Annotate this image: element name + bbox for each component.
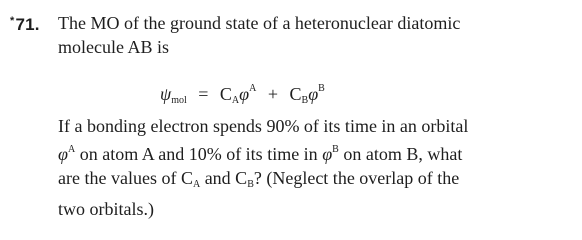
problem-question xyxy=(58,114,558,221)
phi-a-symbol: φ xyxy=(239,84,250,104)
phi-a-inline: φ xyxy=(58,144,68,164)
intro-line-2: molecule AB is xyxy=(58,37,169,57)
phi-b-symbol: φ xyxy=(308,84,319,104)
question-line-2 xyxy=(58,138,558,166)
coefficient-a-subscript: A xyxy=(231,95,240,106)
problem-intro xyxy=(58,11,563,59)
ca-inline-sub: A xyxy=(192,179,201,190)
question-line-4: two orbitals.) xyxy=(58,199,154,219)
coefficient-a: C xyxy=(219,84,232,104)
problem-number-text: 71. xyxy=(15,15,40,34)
problem-number xyxy=(10,10,40,36)
phi-b-inline: φ xyxy=(322,144,333,164)
phi-a-inline-sup: A xyxy=(67,144,76,155)
mo-equation xyxy=(160,77,325,113)
cb-inline-sub: B xyxy=(247,179,254,190)
question-line-3-mid: and C xyxy=(200,168,248,188)
plus-sign: + xyxy=(267,84,279,104)
coefficient-b-subscript: B xyxy=(301,95,309,106)
coefficient-b: C xyxy=(289,84,302,104)
phi-a-superscript: A xyxy=(249,83,257,94)
question-line-2-end: on atom B, what xyxy=(338,144,463,164)
starred-marker: * xyxy=(10,15,15,27)
question-line-3-start: are the values of C xyxy=(58,168,193,188)
phi-b-superscript: B xyxy=(318,83,325,94)
question-line-2-mid: on atom A and 10% of its time in xyxy=(75,144,323,164)
intro-line-1: The MO of the ground state of a heteronuclear diatomic xyxy=(58,13,461,33)
question-line-3 xyxy=(58,166,558,197)
psi-subscript: mol xyxy=(171,95,187,106)
equals-sign: = xyxy=(198,84,209,104)
question-line-1: If a bonding electron spends 90% of its time in an orbital xyxy=(58,116,469,136)
question-line-3-end: ? (Neglect the overlap of the xyxy=(253,168,460,188)
phi-b-inline-sup: B xyxy=(332,144,339,155)
psi-symbol: ψ xyxy=(160,84,172,104)
